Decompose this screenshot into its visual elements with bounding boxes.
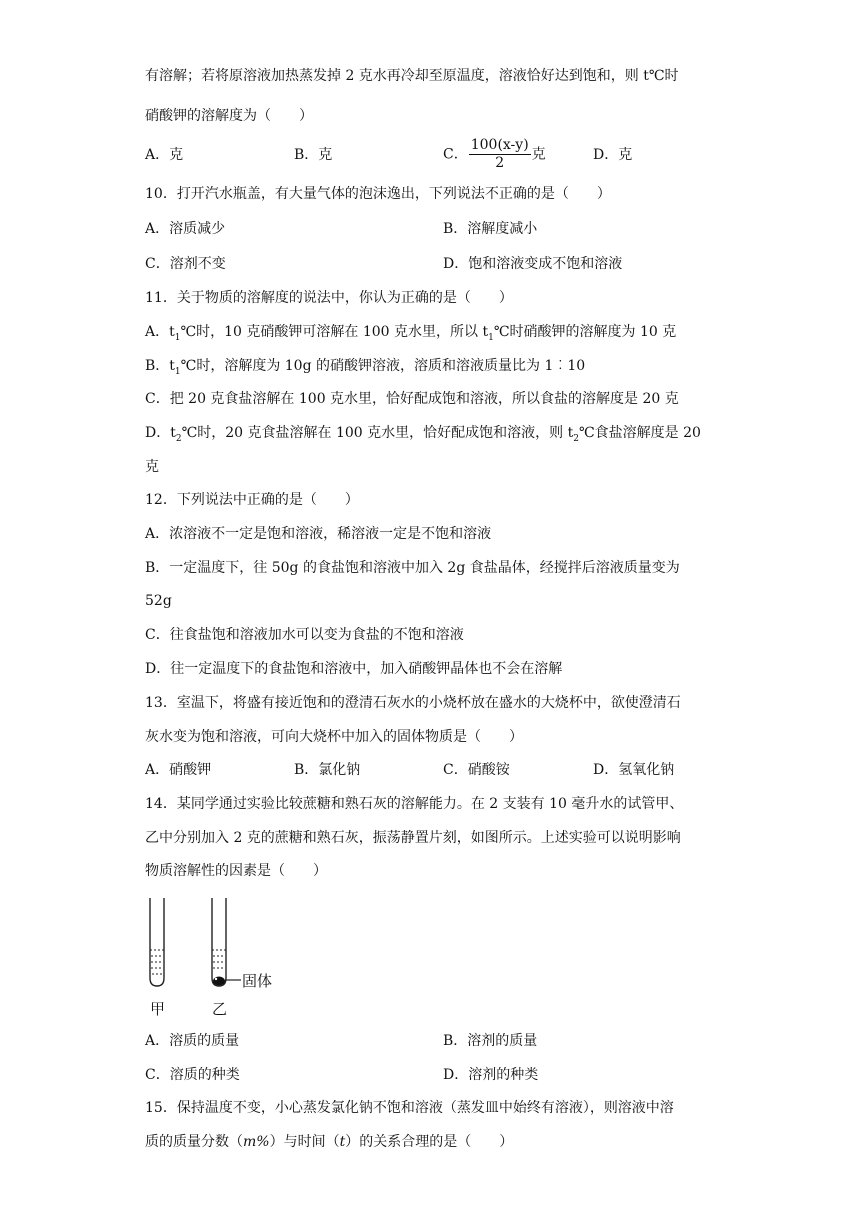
- test-tube-figure: [140, 890, 290, 1022]
- q9-option-d: D．克: [593, 147, 633, 163]
- q15-stem-line1: 15．保持温度不变，小心蒸发氯化钠不饱和溶液（蒸发皿中始终有溶液），则溶液中溶: [145, 1100, 674, 1116]
- test-tube-yi: [212, 898, 241, 986]
- figure-label-yi: 乙: [212, 1001, 228, 1018]
- q9-option-b: B．克: [294, 147, 333, 163]
- q13-option-d: D．氢氧化钠: [593, 762, 675, 778]
- q12-option-b: B．一定温度下，往 50g 的食盐饱和溶液中加入 2g 食盐晶体，经搅拌后溶液质量变为: [145, 560, 680, 576]
- q9-option-a: A．克: [145, 147, 184, 163]
- test-tube-jia: [150, 898, 164, 986]
- q11-option-a: A．$t_1℃$时，10 克硝酸钾可溶解在 100 克水里，所以 $t_1℃$时硝酸钾的溶解度为 10 克: [145, 324, 677, 343]
- q15-stem-line2: 质的质量分数（m%）与时间（t）的关系合理的是（ ）: [145, 1134, 514, 1150]
- q14-stem-line2: 乙中分别加入 2 克的蔗糖和熟石灰，振荡静置片刻，如图所示。上述实验可以说明影响: [145, 830, 681, 846]
- q12-option-c: C．往食盐饱和溶液加水可以变为食盐的不饱和溶液: [145, 627, 464, 643]
- figure-label-jia: 甲: [150, 1001, 166, 1018]
- q12-option-a: A．浓溶液不一定是饱和溶液，稀溶液一定是不饱和溶液: [145, 526, 492, 542]
- q13-stem-line1: 13．室温下，将盛有接近饱和的澄清石灰水的小烧杯放在盛水的大烧杯中，欲使澄清石: [145, 695, 681, 711]
- q14-stem-line1: 14．某同学通过实验比较蔗糖和熟石灰的溶解能力。在 2 支装有 10 毫升水的试管甲、: [145, 796, 684, 812]
- q13-option-a: A．硝酸钾: [145, 762, 212, 778]
- q11-option-d: D．$t_2℃$时，20 克食盐溶解在 100 克水里，恰好配成饱和溶液，则 $t_2℃$食盐溶解度是 20: [145, 425, 701, 444]
- q14-stem-line3: 物质溶解性的因素是（ ）: [145, 863, 327, 879]
- q10-option-c: C．溶剂不变: [145, 256, 226, 272]
- q13-stem-line2: 灰水变为饱和溶液，可向大烧杯中加入的固体物质是（ ）: [145, 729, 523, 745]
- q14-option-a: A．溶质的质量: [145, 1033, 240, 1049]
- solid-sediment: [213, 977, 225, 986]
- q13-option-c: C．硝酸铵: [443, 762, 510, 778]
- q12-stem: 12．下列说法中正确的是（ ）: [145, 492, 359, 508]
- q14-option-c: C．溶质的种类: [145, 1067, 240, 1083]
- q10-option-b: B．溶解度减小: [443, 221, 538, 237]
- q9-stem-line2: 硝酸钾的溶解度为（ ）: [145, 108, 313, 124]
- q9-option-c-fraction: $\frac{100(x-y)}{2}$: [470, 137, 529, 171]
- q10-stem: 10．打开汽水瓶盖，有大量气体的泡沫逸出，下列说法不正确的是（ ）: [145, 186, 611, 202]
- q14-option-b: B．溶剂的质量: [443, 1033, 538, 1049]
- q14-option-d: D．溶剂的种类: [443, 1067, 539, 1083]
- q10-option-a: A．溶质减少: [145, 221, 226, 237]
- q11-option-b: B．$t_1℃$时，溶解度为 10g 的硝酸钾溶液，溶质和溶液质量比为 1︰10: [145, 358, 586, 377]
- q11-option-d-cont: 克: [145, 459, 159, 475]
- q13-option-b: B．氯化钠: [294, 762, 361, 778]
- q9-stem-line1: 有溶解；若将原溶液加热蒸发掉 2 克水再冷却至原温度，溶液恰好达到饱和，则 t℃时: [145, 68, 679, 84]
- figure-label-solid: 固体: [242, 973, 273, 990]
- q12-option-d: D．往一定温度下的食盐饱和溶液中，加入硝酸钾晶体也不会在溶解: [145, 661, 563, 677]
- q11-option-c: C．把 20 克食盐溶解在 100 克水里，恰好配成饱和溶液，所以食盐的溶解度是 20 克: [145, 391, 679, 407]
- q9-option-c: C． $\frac{100(x-y)}{2}$ 克: [443, 137, 546, 171]
- q11-stem: 11．关于物质的溶解度的说法中，你认为正确的是（ ）: [145, 290, 513, 306]
- q12-option-b-cont: 52g: [145, 593, 172, 609]
- q10-option-d: D．饱和溶液变成不饱和溶液: [443, 256, 623, 272]
